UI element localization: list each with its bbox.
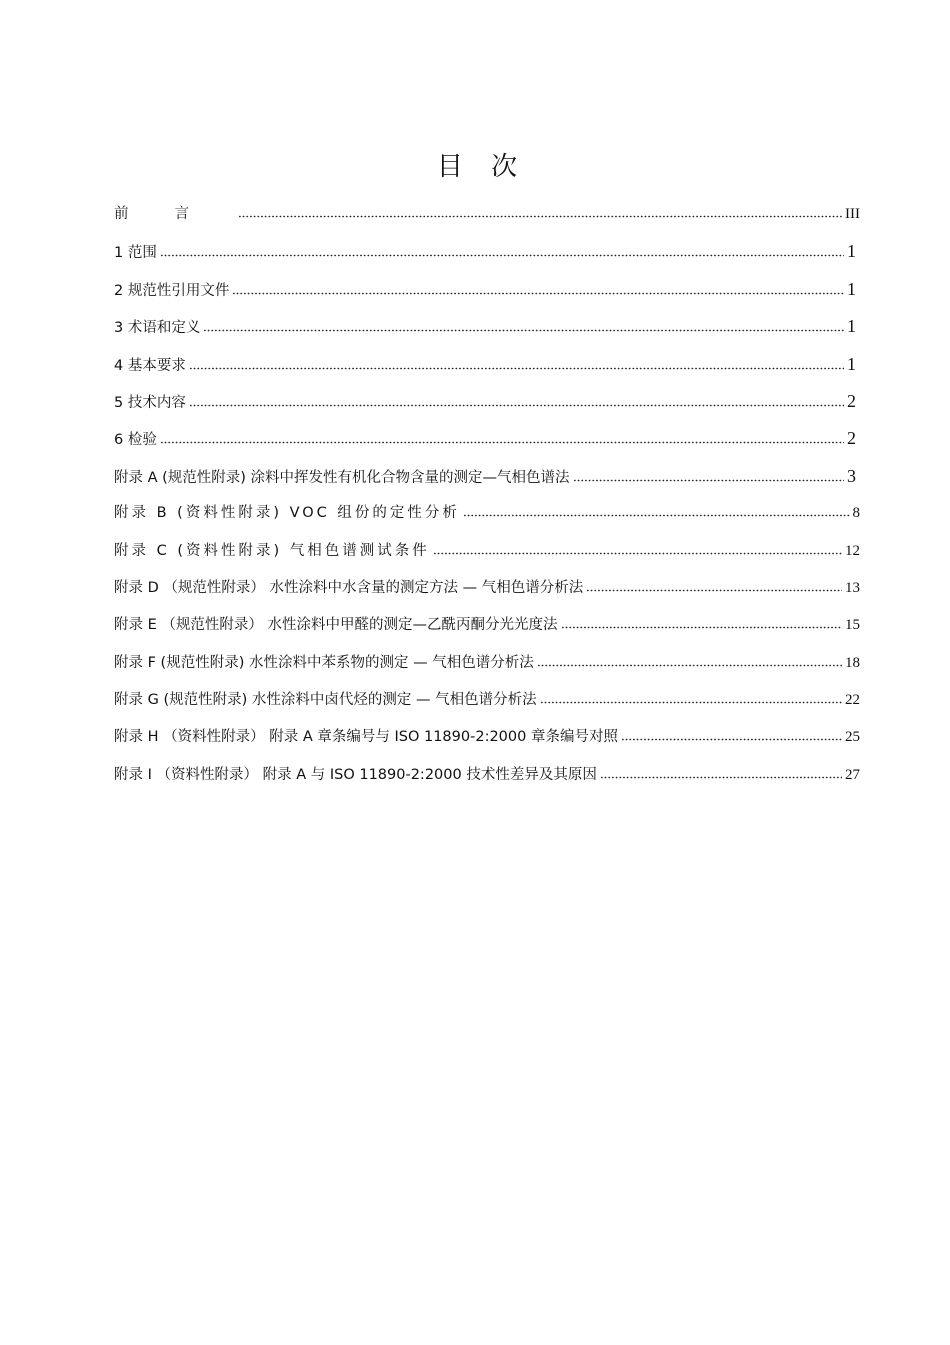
- toc-entry-label: 附录 G (规范性附录) 水性涂料中卤代烃的测定 — 气相色谱分析法: [114, 692, 537, 709]
- toc-entry-label: 附录 H （资料性附录） 附录 A 章条编号与 ISO 11890-2:2000 章条编号对照: [114, 729, 618, 746]
- toc-entry-label: 5 技术内容: [114, 394, 186, 411]
- toc-dot-leader: [540, 694, 842, 704]
- toc-entry[interactable]: [114, 271, 860, 308]
- toc-entry[interactable]: [114, 383, 860, 420]
- toc-dot-leader: [586, 582, 842, 592]
- toc-entry-label: 附录 B (资料性附录) VOC 组份的定性分析: [114, 505, 460, 522]
- toc-entry[interactable]: [114, 196, 860, 233]
- toc-entry[interactable]: [114, 233, 860, 270]
- toc-dot-leader: [573, 472, 844, 482]
- toc-dot-leader: [537, 657, 842, 667]
- toc-list: [114, 196, 860, 794]
- toc-entry-page: 2: [847, 428, 856, 449]
- toc-dot-leader: [561, 619, 843, 629]
- toc-entry-page: 2: [847, 390, 856, 411]
- toc-entry-label: 附录 E （规范性附录） 水性涂料中甲醛的测定—乙酰丙酮分光光度法: [114, 617, 558, 634]
- toc-entry[interactable]: [114, 533, 860, 570]
- toc-entry-label: 附录 F (规范性附录) 水性涂料中苯系物的测定 — 气相色谱分析法: [114, 654, 534, 671]
- toc-entry-page: 27: [845, 766, 860, 783]
- toc-dot-leader: [600, 769, 842, 779]
- toc-dot-leader: [463, 507, 850, 517]
- toc-entry-label: 1 范围: [114, 245, 157, 262]
- toc-dot-leader: [433, 545, 842, 555]
- toc-dot-leader: [203, 322, 844, 332]
- toc-dot-leader: [189, 397, 844, 407]
- toc-dot-leader: [621, 731, 842, 741]
- toc-entry-page: 13: [845, 579, 860, 596]
- toc-entry-label: 6 检验: [114, 432, 157, 449]
- toc-dot-leader: [238, 208, 842, 218]
- toc-title: 目 次: [436, 152, 528, 182]
- toc-entry-page: 25: [845, 729, 860, 746]
- toc-dot-leader: [232, 285, 844, 295]
- toc-entry-label: 3 术语和定义: [114, 320, 201, 337]
- toc-entry-page: III: [845, 206, 860, 222]
- toc-entry-page: 3: [847, 465, 856, 486]
- toc-entry-page: 1: [847, 241, 856, 262]
- toc-dot-leader: [160, 434, 844, 444]
- toc-entry-label: 4 基本要求: [114, 357, 186, 374]
- toc-entry[interactable]: [114, 570, 860, 607]
- toc-entry-page: 18: [845, 654, 860, 671]
- toc-entry-page: 1: [847, 353, 856, 374]
- toc-entry-label: 附录 C (资料性附录) 气相色谱测试条件: [114, 542, 430, 559]
- toc-entry[interactable]: [114, 682, 860, 719]
- toc-entry[interactable]: [114, 719, 860, 756]
- toc-dot-leader: [189, 360, 844, 370]
- toc-entry[interactable]: [114, 308, 860, 345]
- toc-entry-label: 前言: [114, 206, 235, 222]
- toc-entry[interactable]: [114, 495, 860, 532]
- toc-entry-page: 22: [845, 692, 860, 709]
- toc-entry[interactable]: [114, 645, 860, 682]
- toc-dot-leader: [160, 247, 844, 257]
- toc-entry-page: 8: [852, 505, 860, 522]
- toc-entry[interactable]: [114, 420, 860, 457]
- toc-entry[interactable]: [114, 757, 860, 794]
- toc-entry-label: 附录 A (规范性附录) 涂料中挥发性有机化合物含量的测定—气相色谱法: [114, 469, 570, 486]
- toc-entry[interactable]: [114, 607, 860, 644]
- toc-entry[interactable]: [114, 346, 860, 383]
- toc-entry-page: 15: [845, 617, 860, 634]
- toc-entry-label: 2 规范性引用文件: [114, 282, 230, 299]
- toc-entry-page: 12: [845, 542, 860, 559]
- toc-entry-label: 附录 D （规范性附录） 水性涂料中水含量的测定方法 — 气相色谱分析法: [114, 579, 584, 596]
- toc-entry-label: 附录 I （资料性附录） 附录 A 与 ISO 11890-2:2000 技术性差异及其原因: [114, 766, 597, 783]
- toc-entry[interactable]: [114, 458, 860, 495]
- toc-entry-page: 1: [847, 278, 856, 299]
- toc-entry-page: 1: [847, 316, 856, 337]
